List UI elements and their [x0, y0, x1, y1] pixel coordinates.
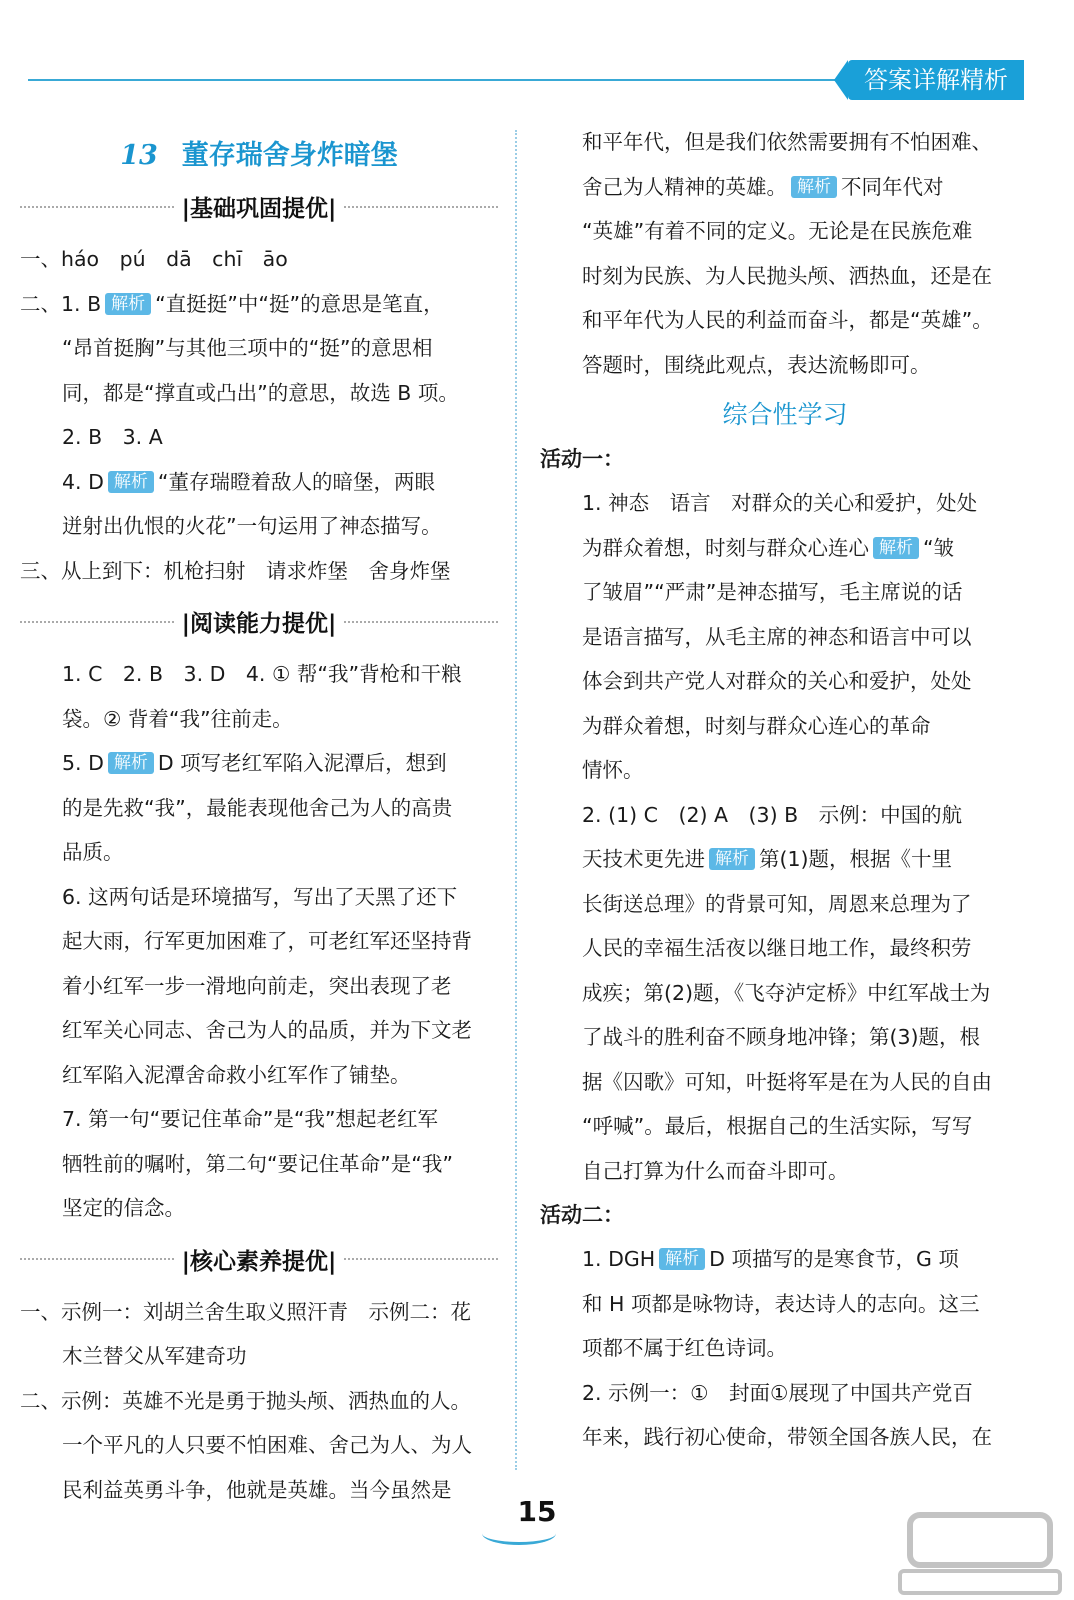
answer-line: 坚定的信念。 [62, 1196, 185, 1220]
answer-line: 一、示例一：刘胡兰舍生取义照汗青 示例二：花 [20, 1299, 471, 1324]
answer-line: 项都不属于红色诗词。 [582, 1336, 787, 1360]
answer-line: 2. (1) C (2) A (3) B 示例：中国的航 [582, 802, 963, 827]
right-column [540, 120, 1030, 1460]
answer-line: 1. C 2. B 3. D 4. ① 帮“我”背枪和干粮 [62, 662, 462, 686]
answer-line: “英雄”有着不同的定义。无论是在民族危难 [582, 219, 973, 243]
analysis-badge: 解析 [108, 471, 154, 493]
analysis-badge: 解析 [791, 176, 837, 198]
activity-heading: 活动二： [540, 1203, 624, 1227]
section-head-core: |核心素养提优| [20, 1243, 498, 1276]
page-number-arc [482, 1522, 556, 1545]
answer-line: 为群众着想，时刻与群众心连心 解析 “皱 [582, 535, 955, 560]
answer-line: 红军陷入泥潭舍命救小红军作了铺垫。 [62, 1062, 411, 1087]
answer-line: 着小红军一步一滑地向前走，突出表现了老 [62, 973, 452, 998]
answer-line: 和平年代为人民的利益而奋斗，都是“英雄”。 [582, 308, 993, 332]
answer-line: 成疾；第(2)题，《飞夺泸定桥》中红军战士为 [582, 980, 991, 1005]
answer-line: “昂首挺胸”与其他三项中的“挺”的意思相 [62, 336, 433, 360]
answer-line: 民利益英勇斗争，他就是英雄。当今虽然是 [62, 1477, 452, 1502]
answer-line: 一、háo pú dā chī āo [20, 247, 288, 271]
answer-line: 长街送总理》的背景可知，周恩来总理为了 [582, 891, 972, 916]
answer-line: 据《囚歌》可知，叶挺将军是在为人民的自由 [582, 1069, 992, 1094]
answer-line: 袋。② 背着“我”往前走。 [62, 706, 293, 731]
answer-line: 和平年代，但是我们依然需要拥有不怕困难、 [582, 130, 992, 154]
answer-line: 答题时，围绕此观点，表达流畅即可。 [582, 352, 931, 377]
answer-line: 4. D 解析 “董存瑞瞪着敌人的暗堡，两眼 [62, 469, 435, 494]
answer-line: 2. B 3. A [62, 425, 163, 449]
subsection-title: 综合性学习 [722, 400, 848, 429]
left-column [20, 125, 498, 1512]
header-rule [28, 79, 848, 81]
answer-line: 情怀。 [582, 758, 644, 782]
lesson-number: 13 [120, 140, 158, 171]
answer-line: 一个平凡的人只要不怕困难、舍己为人、为人 [62, 1433, 472, 1457]
answer-line: 舍己为人精神的英雄。 解析 不同年代对 [582, 174, 944, 199]
analysis-badge: 解析 [873, 537, 919, 559]
answer-line: 二、示例：英雄不光是勇于抛头颅、洒热血的人。 [20, 1388, 471, 1413]
answer-line: 体会到共产党人对群众的关心和爱护，处处 [582, 669, 972, 693]
analysis-badge: 解析 [659, 1248, 705, 1270]
lesson-title [20, 133, 498, 172]
answer-line: 6. 这两句话是环境描写，写出了天黑了还下 [62, 884, 458, 909]
answer-line: “呼喊”。最后，根据自己的生活实际，写写 [582, 1114, 973, 1138]
answer-line: 时刻为民族、为人民抛头颅、洒热血，还是在 [582, 263, 992, 288]
analysis-badge: 解析 [108, 752, 154, 774]
analysis-badge: 解析 [105, 293, 151, 315]
answer-line: 三、从上到下：机枪扫射 请求炸堡 舍身炸堡 [20, 558, 451, 583]
answer-line: 了战斗的胜利奋不顾身地冲锋；第(3)题，根 [582, 1025, 981, 1049]
section-head-reading: |阅读能力提优| [20, 605, 498, 638]
answer-line: 牺牲前的嘱咐，第二句“要记住革命”是“我” [62, 1151, 453, 1176]
lesson-name: 董存瑞舍身炸暗堡 [181, 140, 398, 171]
answer-line: 起大雨，行军更加困难了，可老红军还坚持背 [62, 929, 472, 953]
answer-line: 和 H 项都是咏物诗，表达诗人的志向。这三 [582, 1291, 980, 1316]
activity-heading: 活动一： [540, 447, 624, 471]
answer-line: 人民的幸福生活夜以继日地工作，最终积劳 [582, 936, 972, 960]
answer-line: 红军关心同志、舍己为人的品质，并为下文老 [62, 1018, 472, 1042]
answer-line: 天技术更先进 解析 第(1)题，根据《十里 [582, 847, 953, 871]
answer-line: 1. DGH 解析 D 项描写的是寒食节，G 项 [582, 1247, 959, 1271]
header-tab: 答案详解精析 [848, 60, 1024, 100]
answer-line: 2. 示例一：① 封面①展现了中国共产党百 [582, 1380, 973, 1405]
section-head-basic: |基础巩固提优| [20, 190, 498, 223]
column-divider [515, 130, 517, 1470]
answer-line: 了皱眉”“严肃”是神态描写，毛主席说的话 [582, 580, 963, 604]
answer-line: 迸射出仇恨的火花”一句运用了神态描写。 [62, 514, 442, 538]
answer-line: 1. 神态 语言 对群众的关心和爱护，处处 [582, 491, 978, 515]
analysis-badge: 解析 [709, 848, 755, 870]
answer-line: 年来，践行初心使命，带领全国各族人民，在 [582, 1425, 992, 1449]
answer-line: 同，都是“撑直或凸出”的意思，故选 B 项。 [62, 380, 459, 405]
answer-line: 5. D 解析 D 项写老红军陷入泥潭后，想到 [62, 751, 447, 775]
answer-line: 的是先救“我”，最能表现他舍己为人的高贵 [62, 795, 453, 820]
answer-line: 二、1. B 解析 “直挺挺”中“挺”的意思是笔直， [20, 291, 444, 316]
answer-line: 7. 第一句“要记住革命”是“我”想起老红军 [62, 1107, 439, 1131]
answer-line: 为群众着想，时刻与群众心连心的革命 [582, 713, 931, 738]
page-number: 15 [517, 1495, 557, 1528]
watermark-logo [890, 1505, 1070, 1600]
answer-line: 品质。 [62, 840, 124, 864]
answer-line: 是语言描写，从毛主席的神态和语言中可以 [582, 624, 972, 649]
answer-line: 自己打算为什么而奋斗即可。 [582, 1158, 849, 1183]
answer-line: 木兰替父从军建奇功 [62, 1344, 247, 1368]
